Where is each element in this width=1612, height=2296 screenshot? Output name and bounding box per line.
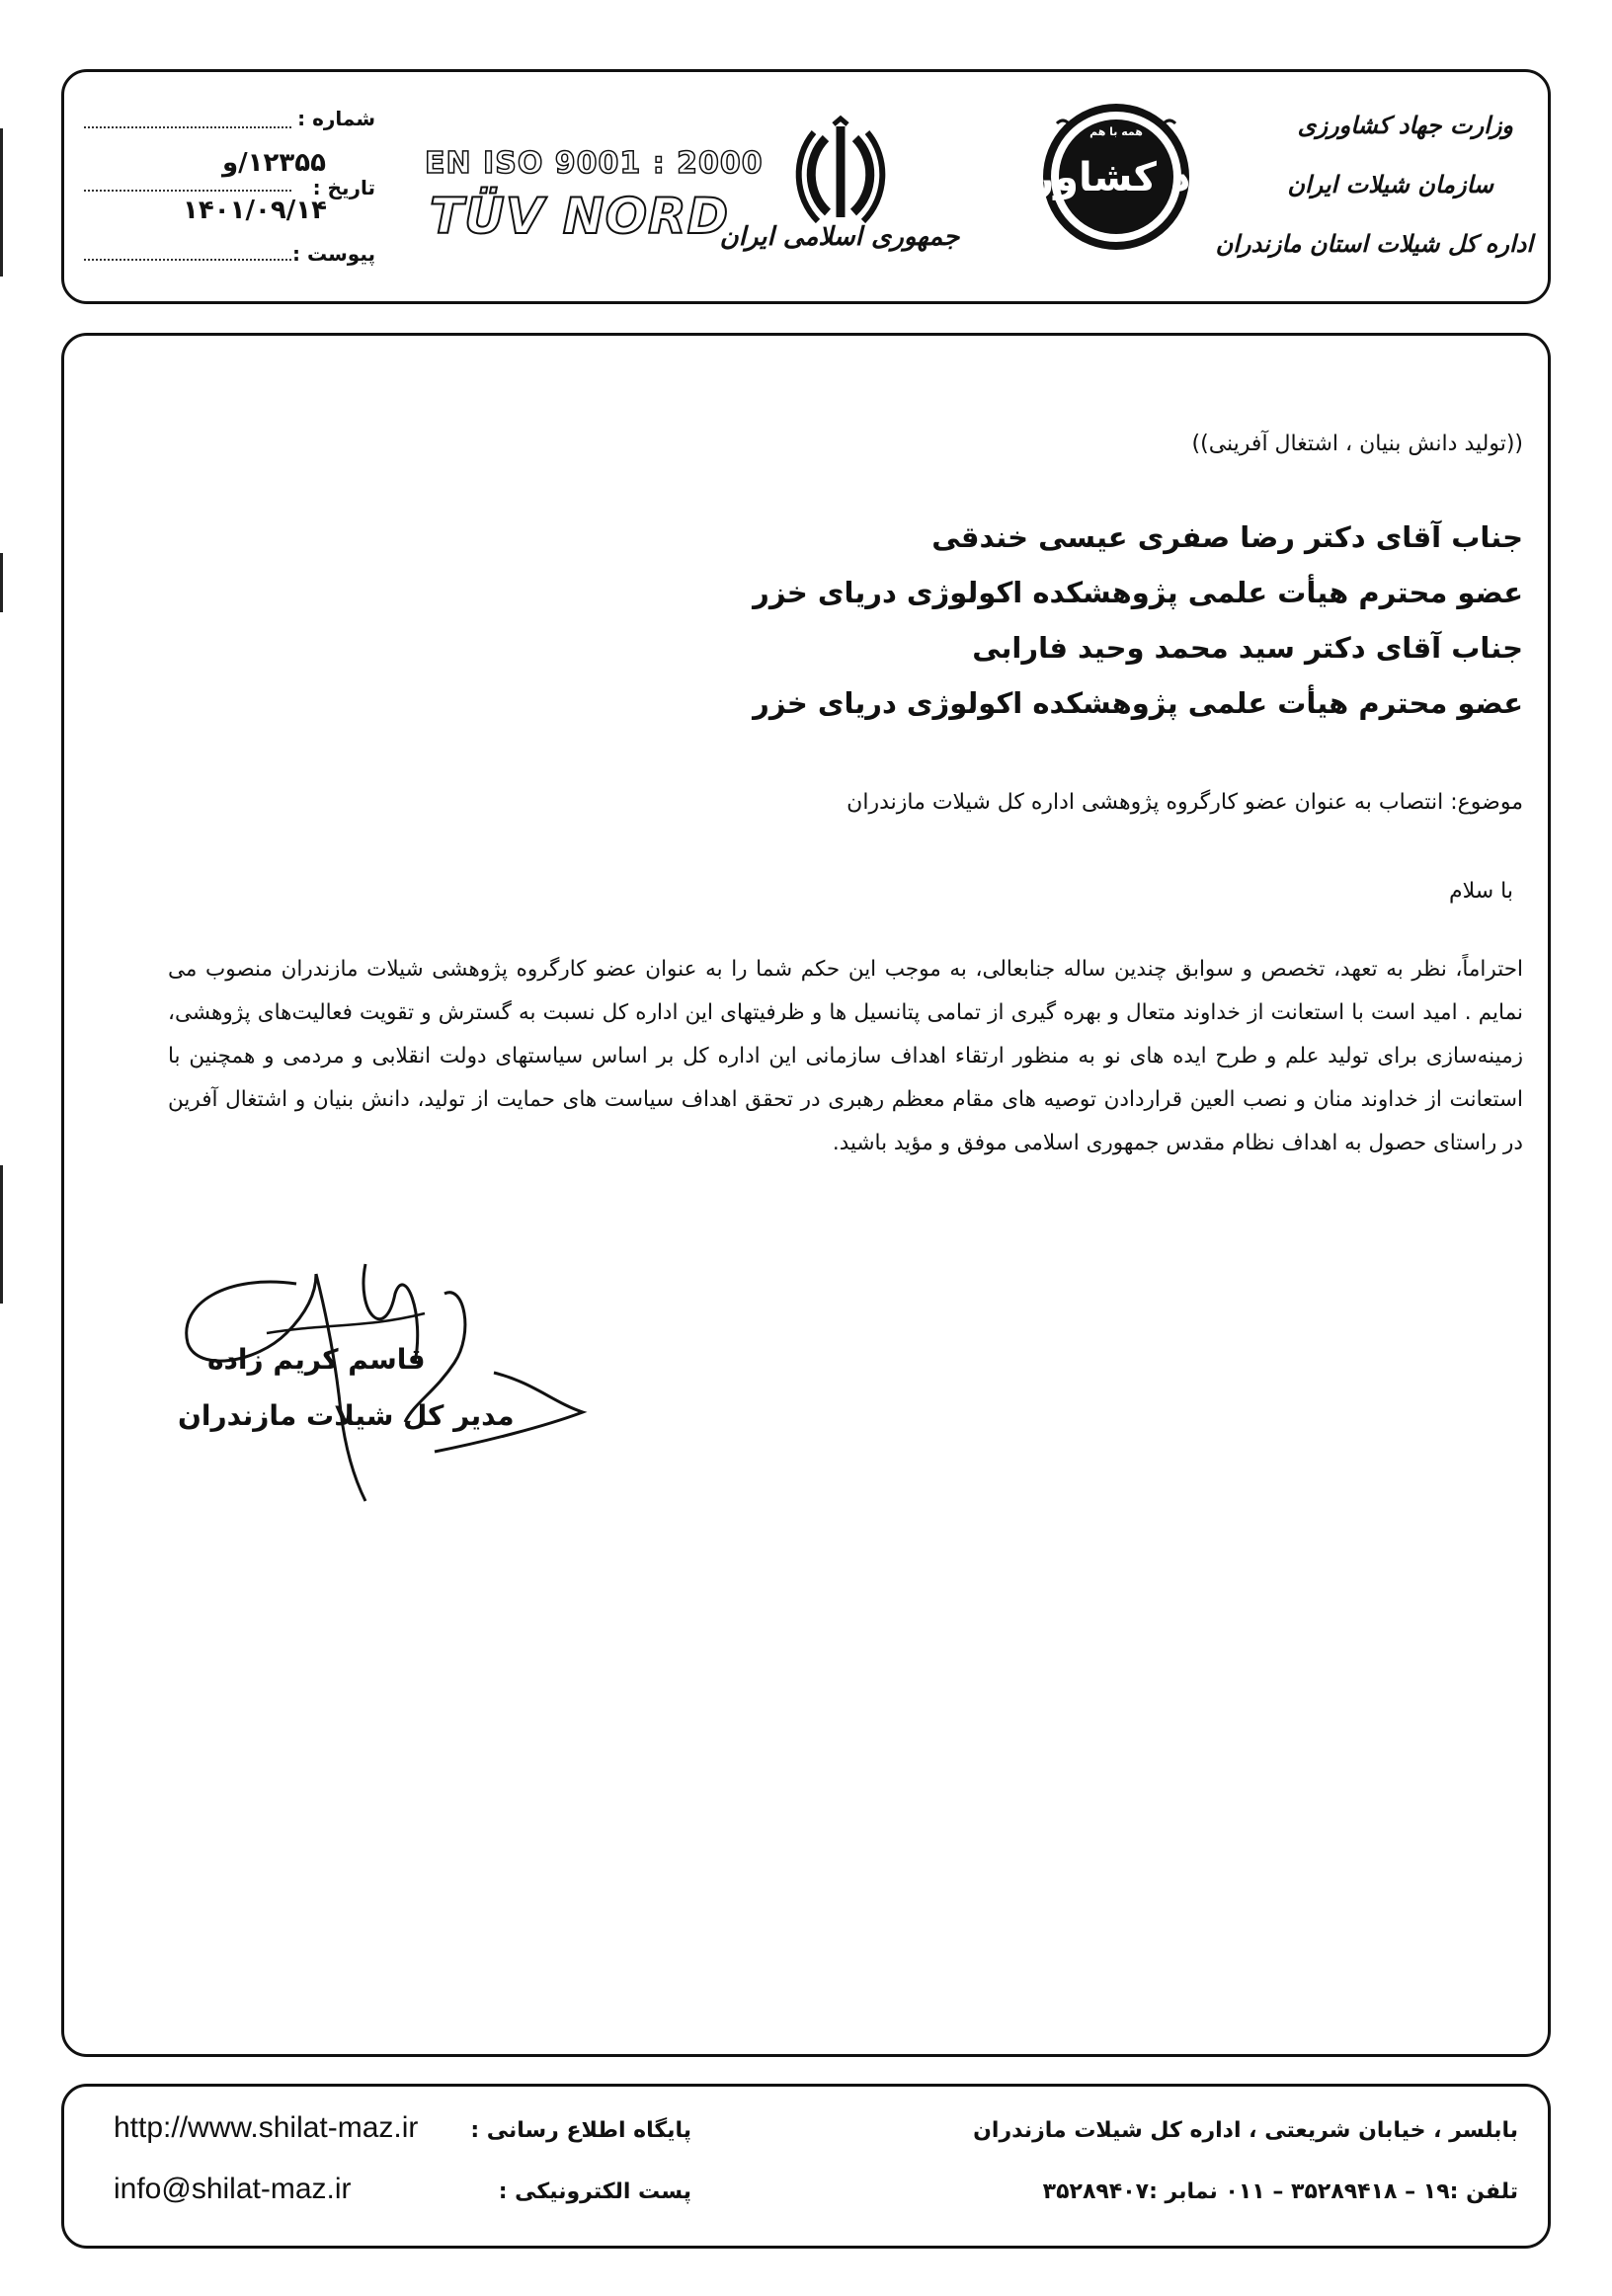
- footer-frame: [61, 2084, 1551, 2249]
- footer-phones: تلفن :۱۹ – ۳۵۲۸۹۴۱۸ – ۰۱۱ نمابر :۳۵۲۸۹۴۰۷: [1042, 2179, 1518, 2204]
- number-value: ۱۲۳۵۵/و: [222, 148, 327, 178]
- iso-certification: EN ISO 9001 : 2000: [425, 146, 764, 181]
- signer-title: مدیر کل شیلات مازندران: [178, 1399, 515, 1432]
- footer-address: بابلسر ، خیابان شریعتی ، اداره کل شیلات مازندران: [973, 2118, 1518, 2143]
- scan-edge-mark: [0, 553, 3, 612]
- jahad-logo-title: جهاد کشاورزی: [972, 155, 1260, 200]
- letter-paragraph: احتراماً، نظر به تعهد، تخصص و سوابق چندین ساله جنابعالی، به موجب این حکم شما را به عنوان عضو کارگروه پژوهشی شیلات مازندران منصوب می نمایم . امید است با استعانت از خداوند متعال و بهره گیری از تمامی پتانسیل ها و ظرفیتهای این اداره کل نسبت به گسترش و تقویت فعالیت‌های پژوهشی، زمینه‌سازی برای تولید علم و طرح ایده های نو به منظور ارتقاء اهداف سازمانی این اداره کل بر اساس سیاستهای دولت انقلابی و مردمی و همچنین با استعانت از خداوند منان و نصب العین قراردادن توصیه های مقام معظم رهبری در تحقق اهداف سیاست های حمایت از تولید، دانش بنیان و اشتغال آفرین در راستای حصول به اهداف نظام مقدس جمهوری اسلامی موفق و مؤید باشید.: [168, 957, 1523, 1155]
- email-link[interactable]: info@shilat-maz.ir: [114, 2173, 352, 2205]
- scan-edge-mark: [0, 1165, 3, 1304]
- date-label: تاریخ :: [312, 176, 375, 199]
- iran-emblem-icon: [796, 119, 885, 227]
- attachment-label: پیوست :: [291, 242, 375, 266]
- date-dots: [84, 190, 291, 192]
- attachment-dots: [84, 259, 291, 261]
- website-link[interactable]: http://www.shilat-maz.ir: [114, 2111, 419, 2144]
- addressee-line: جناب آقای دکتر سید محمد وحید فارابی: [972, 631, 1523, 665]
- number-dots: [84, 126, 291, 128]
- organization-name: سازمان شیلات ایران: [1287, 170, 1493, 198]
- website-label: پایگاه اطلاع رسانی :: [470, 2118, 691, 2143]
- svg-text:همه با هم: همه با هم: [1089, 125, 1143, 138]
- addressee-line: جناب آقای دکتر رضا صفری عیسی خندقی: [931, 520, 1523, 554]
- greeting: با سلام: [1448, 879, 1513, 904]
- slogan: ((تولید دانش بنیان ، اشتغال آفرینی)): [1191, 432, 1523, 456]
- scan-edge-mark: [0, 128, 3, 277]
- ministry-name: وزارت جهاد کشاورزی: [1297, 111, 1513, 139]
- letter-subject: موضوع: انتصاب به عنوان عضو کارگروه پژوهشی اداره کل شیلات مازندران: [846, 790, 1523, 815]
- addressee-line: عضو محترم هیأت علمی پژوهشکده اکولوژی دریای خزر: [753, 576, 1523, 609]
- addressee-line: عضو محترم هیأت علمی پژوهشکده اکولوژی دریای خزر: [753, 686, 1523, 720]
- jahad-keshavarzi-logo: [972, 94, 1260, 260]
- tuv-nord-logo: TÜV NORD: [430, 188, 730, 245]
- number-label: شماره :: [297, 107, 375, 130]
- department-name: اداره کل شیلات استان مازندران: [1215, 229, 1533, 258]
- date-value: ۱۴۰۱/۰۹/۱۴: [183, 196, 327, 225]
- emblem-caption: جمهوری اسلامی ایران: [719, 222, 960, 252]
- signer-name: قاسم کریم زاده: [207, 1343, 426, 1376]
- email-label: پست الکترونیکی :: [498, 2179, 691, 2204]
- handwritten-signature: [168, 1254, 612, 1511]
